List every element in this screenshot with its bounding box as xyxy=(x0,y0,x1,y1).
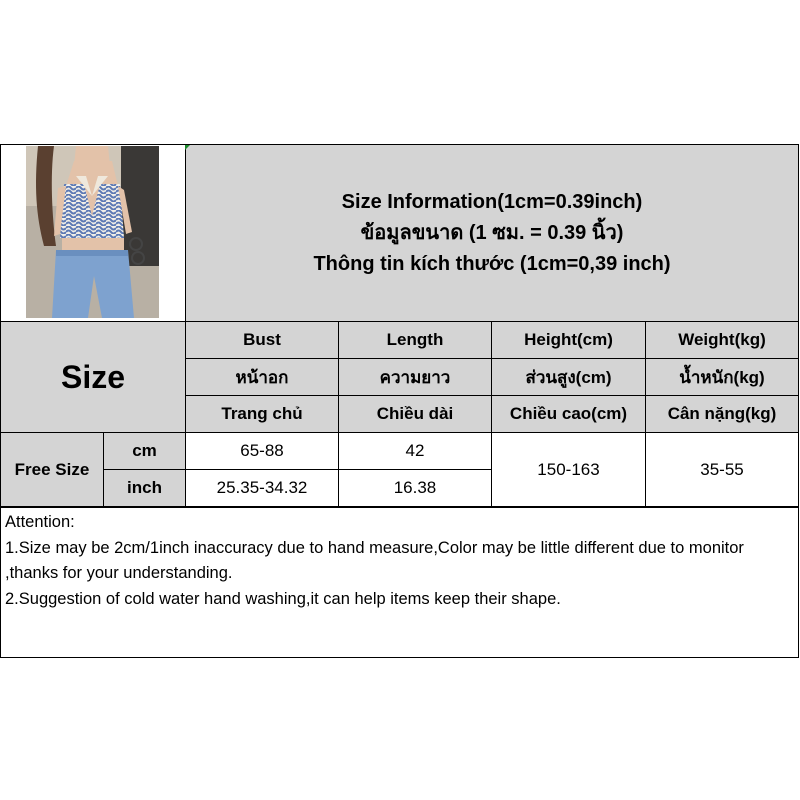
size-info-line-en: Size Information(1cm=0.39inch) xyxy=(341,190,643,213)
height-value: 150-163 xyxy=(491,432,646,507)
col-weight-th: น้ำหนัก(kg) xyxy=(645,358,799,396)
size-header: Size xyxy=(0,321,186,433)
col-bust-en: Bust xyxy=(185,321,339,359)
product-photo xyxy=(26,146,159,318)
size-info-line-th: ข้อมูลขนาด (1 ซม. = 0.39 นิ้ว) xyxy=(360,221,624,244)
length-cm-value: 42 xyxy=(338,432,492,470)
col-length-th: ความยาว xyxy=(338,358,492,396)
col-bust-th: หน้าอก xyxy=(185,358,339,396)
unit-cm: cm xyxy=(103,432,186,470)
col-height-vi: Chiều cao(cm) xyxy=(491,395,646,433)
weight-value: 35-55 xyxy=(645,432,799,507)
col-height-en: Height(cm) xyxy=(491,321,646,359)
size-info-header xyxy=(185,144,799,322)
col-length-vi: Chiều dài xyxy=(338,395,492,433)
col-weight-en: Weight(kg) xyxy=(645,321,799,359)
col-weight-vi: Cân nặng(kg) xyxy=(645,395,799,433)
corner-marker xyxy=(185,145,190,150)
attention-line-2: 2.Suggestion of cold water hand washing,it can help items keep their shape. xyxy=(5,589,561,608)
bust-cm-value: 65-88 xyxy=(185,432,339,470)
attention-notes xyxy=(0,507,799,658)
free-size-label: Free Size xyxy=(0,432,104,507)
size-info-line-vi: Thông tin kích thước (1cm=0,39 inch) xyxy=(313,252,671,275)
bust-inch-value: 25.35-34.32 xyxy=(185,469,339,507)
col-height-th: ส่วนสูง(cm) xyxy=(491,358,646,396)
unit-inch: inch xyxy=(103,469,186,507)
col-length-en: Length xyxy=(338,321,492,359)
attention-line-1: 1.Size may be 2cm/1inch inaccuracy due to hand measure,Color may be little different due to monitor ,thanks for your understanding. xyxy=(5,538,744,582)
col-bust-vi: Trang chủ xyxy=(185,395,339,433)
attention-title: Attention: xyxy=(5,513,75,531)
length-inch-value: 16.38 xyxy=(338,469,492,507)
